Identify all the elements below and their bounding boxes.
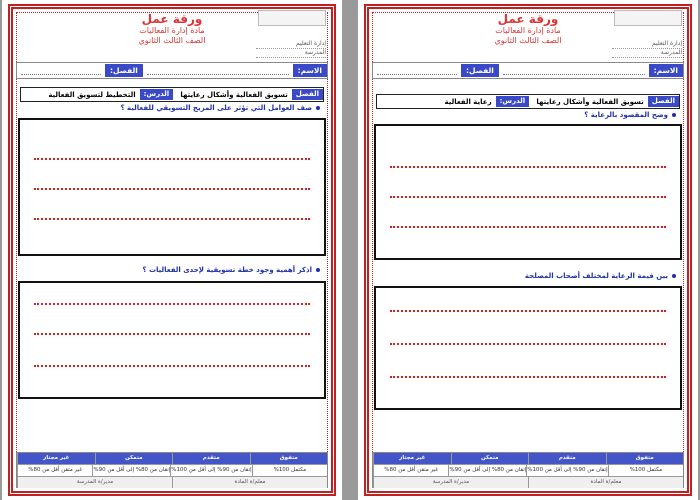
question-text: بين قيمة الرعاية لمختلف أصحاب المصلحة: [524, 272, 668, 280]
criteria-cell: مكتمل 100%: [252, 465, 327, 476]
level-cell: غير مجتاز: [17, 453, 95, 464]
unit-value: تسويق الفعالية وأشكال رعايتها: [536, 97, 644, 106]
answer-box-1[interactable]: [18, 118, 326, 256]
subject-text: مادة إدارة الفعاليات: [495, 26, 561, 35]
worksheet-header: [18, 10, 326, 58]
subject-text: مادة إدارة الفعاليات: [139, 26, 205, 35]
question-2: [22, 266, 320, 274]
criteria-cell: غير متقن أقل من 80%: [17, 465, 92, 476]
criteria-cell: غير متقن أقل من 80%: [373, 465, 448, 476]
answer-line: [390, 196, 666, 198]
bullet-icon: [672, 113, 676, 117]
answer-line: [34, 218, 310, 220]
class-field[interactable]: [377, 66, 457, 75]
student-info-bar: [16, 62, 328, 79]
principal-signature[interactable]: مدير/ة المدرسة: [17, 477, 172, 488]
question-text: وضح المقصود بالرعاية ؟: [584, 111, 668, 119]
level-cell: متمكن: [95, 453, 173, 464]
answer-box-1[interactable]: [374, 124, 682, 260]
lesson-label: الدرس:: [140, 89, 174, 100]
unit-label: الفصل: [292, 89, 323, 100]
answer-line: [390, 166, 666, 168]
lesson-value: التخطيط لتسويق الفعالية: [48, 90, 136, 99]
worksheet-header: [374, 10, 682, 58]
ministry-emblem-icon: [258, 10, 326, 26]
level-cell: متمكن: [451, 453, 529, 464]
worksheet-title: [454, 12, 602, 46]
answer-line: [34, 365, 310, 367]
lesson-value: رعاية الفعالية: [444, 97, 492, 106]
grading-rubric: [372, 452, 684, 488]
answer-line: [390, 226, 666, 228]
question-2: [378, 272, 676, 280]
lesson-bar: [376, 94, 680, 109]
answer-line: [34, 158, 310, 160]
question-1: [22, 104, 320, 112]
answer-line: [34, 303, 310, 305]
answer-line: [390, 376, 666, 378]
level-cell: متقدم: [528, 453, 606, 464]
name-field[interactable]: [147, 66, 289, 75]
worksheet-page-right: [358, 0, 698, 500]
admin-info: [612, 40, 682, 58]
admin-label: إدارة التعليم: [256, 40, 326, 49]
answer-line: [390, 343, 666, 345]
title-text: ورقة عمل: [497, 12, 559, 26]
answer-box-2[interactable]: [374, 286, 682, 410]
name-label: الاسم:: [293, 64, 327, 77]
grade-text: الصف الثالث الثانوي: [138, 36, 206, 45]
name-field[interactable]: [503, 66, 645, 75]
class-label: الفصل:: [105, 64, 143, 77]
class-label: الفصل:: [461, 64, 499, 77]
level-cell: متفوق: [250, 453, 328, 464]
ministry-emblem-icon: [614, 10, 682, 26]
answer-line: [390, 310, 666, 312]
grade-text: الصف الثالث الثانوي: [494, 36, 562, 45]
criteria-cell: إتقان من 90% إلى أقل من 100%: [526, 465, 607, 476]
criteria-cell: إتقان من 80% إلى أقل من 90%: [448, 465, 526, 476]
criteria-cell: إتقان من 90% إلى أقل من 100%: [170, 465, 251, 476]
principal-signature[interactable]: مدير/ة المدرسة: [373, 477, 528, 488]
level-cell: متقدم: [172, 453, 250, 464]
class-field[interactable]: [21, 66, 101, 75]
school-label: المدرسة: [256, 49, 326, 58]
name-label: الاسم:: [649, 64, 683, 77]
teacher-signature[interactable]: معلم/ة المادة: [528, 477, 683, 488]
bullet-icon: [316, 268, 320, 272]
level-cell: غير مجتاز: [373, 453, 451, 464]
lesson-bar: [20, 87, 324, 102]
teacher-signature[interactable]: معلم/ة المادة: [172, 477, 327, 488]
answer-line: [34, 188, 310, 190]
admin-label: إدارة التعليم: [612, 40, 682, 49]
lesson-label: الدرس:: [496, 96, 530, 107]
bullet-icon: [316, 106, 320, 110]
title-text: ورقة عمل: [141, 12, 203, 26]
school-label: المدرسة: [612, 49, 682, 58]
unit-value: تسويق الفعالية وأشكال رعايتها: [180, 90, 288, 99]
criteria-cell: مكتمل 100%: [608, 465, 683, 476]
answer-box-2[interactable]: [18, 281, 326, 399]
student-info-bar: [372, 62, 684, 79]
answer-line: [34, 333, 310, 335]
criteria-cell: إتقان من 80% إلى أقل من 90%: [92, 465, 170, 476]
question-text: صف العوامل التي تؤثر على المزيج التسويقي للفعالية ؟: [120, 104, 312, 112]
question-1: [378, 111, 676, 119]
question-text: اذكر أهمية وجود خطة تسويقية لإحدى الفعاليات ؟: [142, 266, 312, 274]
bullet-icon: [672, 274, 676, 278]
unit-label: الفصل: [648, 96, 679, 107]
level-cell: متفوق: [606, 453, 684, 464]
worksheet-page-left: [2, 0, 342, 500]
worksheet-title: [98, 12, 246, 46]
grading-rubric: [16, 452, 328, 488]
admin-info: [256, 40, 326, 58]
